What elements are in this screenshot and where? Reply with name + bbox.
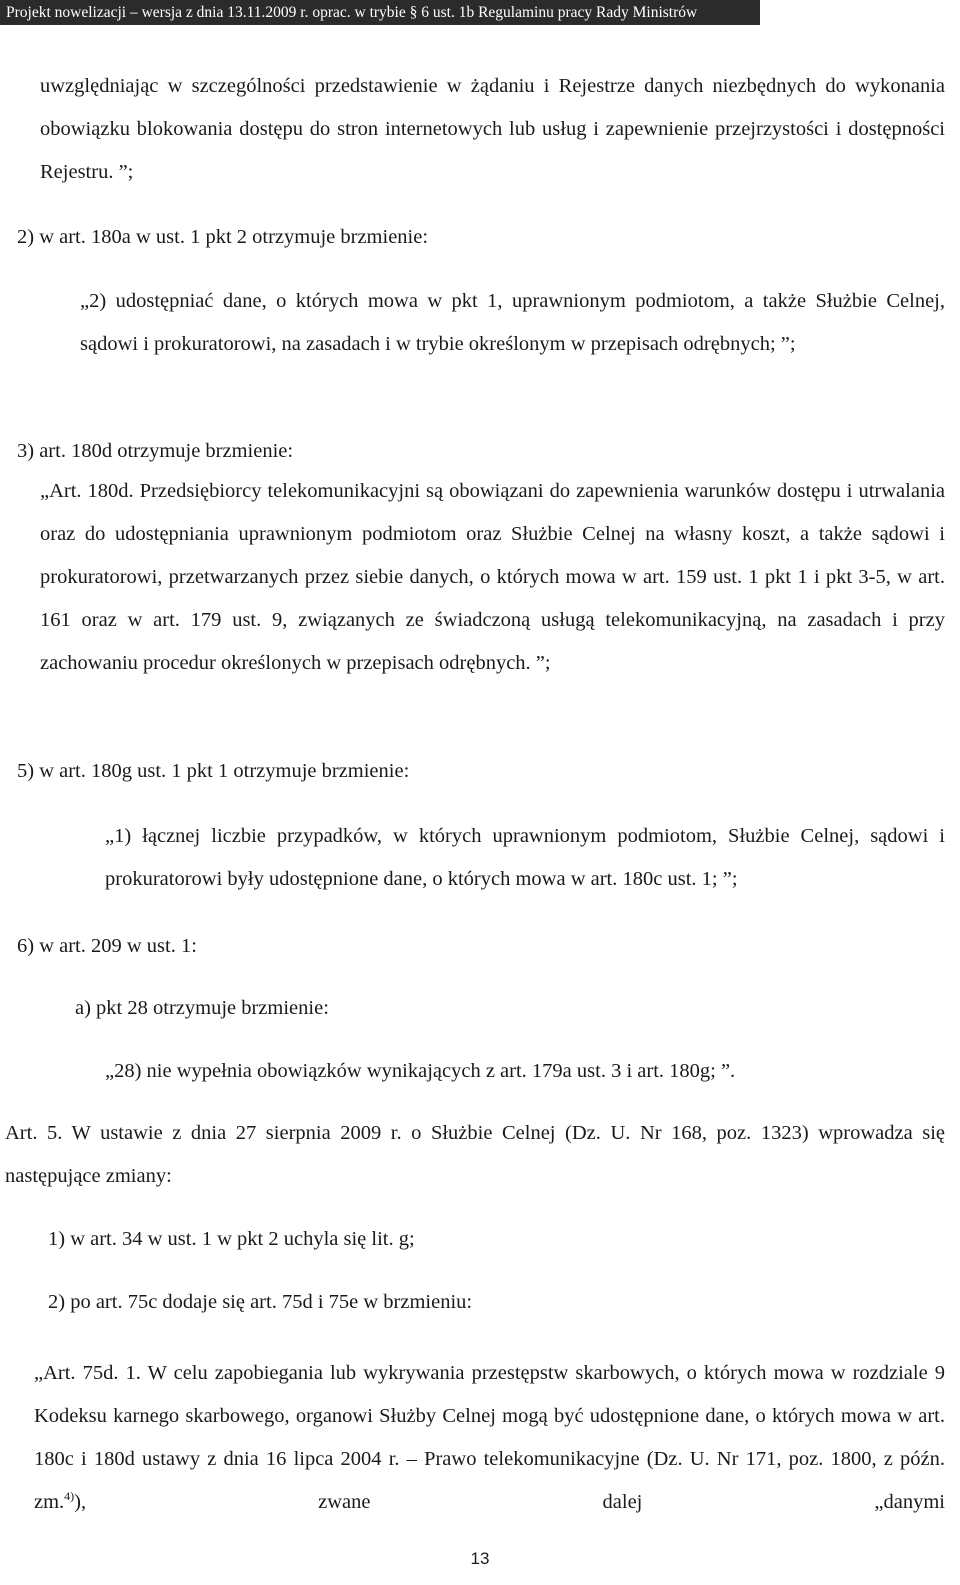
running-header: Projekt nowelizacji – wersja z dnia 13.11.2009 r. oprac. w trybie § 6 ust. 1b Regulaminu pracy Rady Ministrów <box>0 0 760 25</box>
amendment-item-3: 3) art. 180d otrzymuje brzmienie: <box>17 440 294 462</box>
article-180d-text: „Art. 180d. Przedsiębiorcy telekomunikacyjni są obowiązani do zapewnienia warunków dostępu i utrwalania oraz do udostępniania uprawnionym podmiotom oraz Służbie Celnej na własny koszt, a także sądowi i prokuratorowi, przetwarzanych przez siebie danych, o których mowa w art. 159 ust. 1 pkt 1 i pkt 3-5, w art. 161 oraz w art. 179 ust. 9, związanych ze świadczoną usługą telekomunikacyjną, na zasadach i przy zachowaniu procedur określonych w przepisach odrębnych. ”; <box>40 480 945 674</box>
amendment-item-6-point-a-text: „28) nie wypełnia obowiązków wynikających z art. 179a ust. 3 i art. 180g; ”. <box>105 1060 736 1082</box>
amendment-item-6-point-a: a) pkt 28 otrzymuje brzmienie: <box>75 997 329 1019</box>
amendment-item-5-text: „1) łącznej liczbie przypadków, w których uprawnionym podmiotom, Służbie Celnej, sądowi i prokuratorowi były udostępnione dane, o których mowa w art. 180c ust. 1; ”; <box>105 825 945 890</box>
article-75d-paragraph <box>34 1352 945 1524</box>
amendment-item-2: 2) w art. 180a w ust. 1 pkt 2 otrzymuje brzmienie: <box>17 226 429 248</box>
amendment-item-6: 6) w art. 209 w ust. 1: <box>17 935 197 957</box>
page-number: 13 <box>470 1549 490 1568</box>
article-75d-tail: ), zwane dalej „danymi <box>74 1491 945 1513</box>
intro-paragraph: uwzględniając w szczególności przedstawienie w żądaniu i Rejestrze danych niezbędnych do wykonania obowiązku blokowania dostępu do stron internetowych lub usług i zapewnienie przejrzystości i dostępności Rejestru. ”; <box>40 75 945 183</box>
footnote-reference: 4) <box>64 1489 75 1504</box>
amendment-item-2-text: „2) udostępniać dane, o których mowa w pkt 1, uprawnionym podmiotom, a także Służbie Celnej, sądowi i prokuratorowi, na zasadach i w trybie określonym w przepisach odrębnych; ”; <box>80 290 945 355</box>
article-5-item-1: 1) w art. 34 w ust. 1 w pkt 2 uchyla się lit. g; <box>48 1228 415 1250</box>
article-75d-text: „Art. 75d. 1. W celu zapobiegania lub wykrywania przestępstw skarbowych, o których mowa w rozdziale 9 Kodeksu karnego skarbowego, organowi Służby Celnej mogą być udostępnione dane, o których mowa w art. 180c i 180d ustawy z dnia 16 lipca 2004 r. – Prawo telekomunikacyjne (Dz. U. Nr 171, poz. 1800, z późn. zm. <box>34 1362 945 1513</box>
amendment-item-5: 5) w art. 180g ust. 1 pkt 1 otrzymuje brzmienie: <box>17 760 410 782</box>
article-5-paragraph: Art. 5. W ustawie z dnia 27 sierpnia 2009 r. o Służbie Celnej (Dz. U. Nr 168, poz. 1323) wprowadza się następujące zmiany: <box>5 1122 945 1187</box>
article-5-item-2: 2) po art. 75c dodaje się art. 75d i 75e w brzmieniu: <box>48 1291 473 1313</box>
